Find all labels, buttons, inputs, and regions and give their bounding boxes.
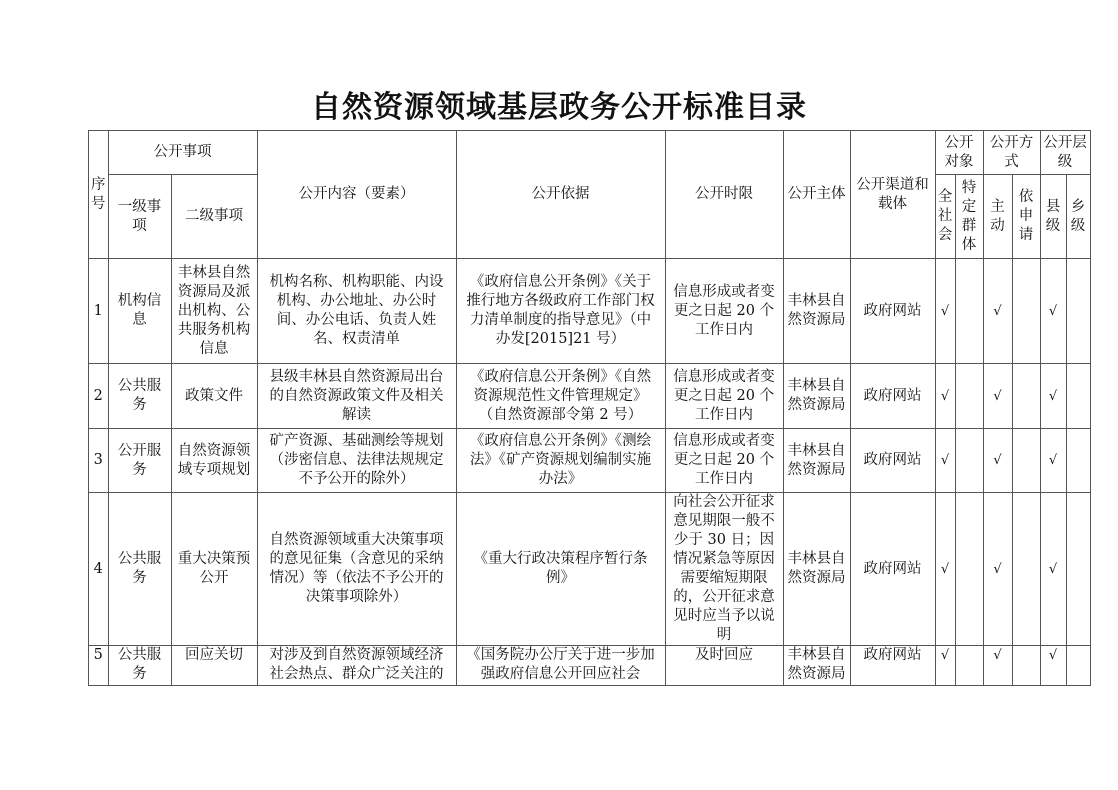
header-level1: 一级事项 bbox=[108, 175, 171, 259]
row-check-town bbox=[1066, 493, 1090, 646]
row-content: 机构名称、机构职能、内设机构、办公地址、办公时间、办公电话、负责人姓名、权责清单 bbox=[257, 259, 456, 364]
row-time: 信息形成或者变更之日起 20 个工作日内 bbox=[665, 429, 783, 493]
table-row bbox=[89, 364, 1091, 429]
row-content: 对涉及到自然资源领域经济社会热点、群众广泛关注的 bbox=[257, 646, 456, 686]
row-check-active: √ bbox=[983, 493, 1012, 646]
header-target: 公开对象 bbox=[935, 131, 983, 175]
row-time: 向社会公开征求意见期限一般不少于 30 日；因情况紧急等原因需要缩短期限的，公开征求意见时应当予以说明 bbox=[665, 493, 783, 646]
row-seq: 2 bbox=[89, 364, 109, 429]
row-channel: 政府网站 bbox=[850, 259, 935, 364]
row-level1: 公共服务 bbox=[108, 646, 171, 686]
header-level-town: 乡级 bbox=[1066, 175, 1090, 259]
row-check-town bbox=[1066, 429, 1090, 493]
row-check-request bbox=[1012, 646, 1040, 686]
header-method: 公开方式 bbox=[983, 131, 1040, 175]
row-channel: 政府网站 bbox=[850, 429, 935, 493]
row-level1: 公共服务 bbox=[108, 364, 171, 429]
row-check-all: √ bbox=[935, 259, 955, 364]
row-check-request bbox=[1012, 493, 1040, 646]
table-row bbox=[89, 429, 1091, 493]
header-subject: 公开主体 bbox=[783, 131, 850, 259]
row-check-town bbox=[1066, 259, 1090, 364]
catalog-table bbox=[88, 130, 1091, 686]
table-row bbox=[89, 493, 1091, 646]
header-content: 公开内容（要素） bbox=[257, 131, 456, 259]
row-basis: 《政府信息公开条例》《自然资源规范性文件管理规定》（自然资源部令第 2 号） bbox=[456, 364, 665, 429]
row-time: 信息形成或者变更之日起 20 个工作日内 bbox=[665, 364, 783, 429]
row-check-specific bbox=[955, 646, 983, 686]
row-level2: 自然资源领域专项规划 bbox=[171, 429, 257, 493]
row-time: 及时回应 bbox=[665, 646, 783, 686]
row-check-request bbox=[1012, 259, 1040, 364]
row-subject: 丰林县自然资源局 bbox=[783, 259, 850, 364]
row-check-active: √ bbox=[983, 259, 1012, 364]
row-check-request bbox=[1012, 364, 1040, 429]
row-content: 矿产资源、基础测绘等规划（涉密信息、法律法规规定不予公开的除外） bbox=[257, 429, 456, 493]
row-basis: 《政府信息公开条例》《测绘法》《矿产资源规划编制实施办法》 bbox=[456, 429, 665, 493]
row-level2: 丰林县自然资源局及派出机构、公共服务机构信息 bbox=[171, 259, 257, 364]
header-basis: 公开依据 bbox=[456, 131, 665, 259]
row-check-specific bbox=[955, 429, 983, 493]
row-level2: 回应关切 bbox=[171, 646, 257, 686]
header-time: 公开时限 bbox=[665, 131, 783, 259]
row-seq: 1 bbox=[89, 259, 109, 364]
row-subject: 丰林县自然资源局 bbox=[783, 493, 850, 646]
row-seq: 3 bbox=[89, 429, 109, 493]
header-method-request: 依申请 bbox=[1012, 175, 1040, 259]
header-method-active: 主动 bbox=[983, 175, 1012, 259]
header-seq: 序号 bbox=[89, 131, 109, 259]
row-level1: 公开服务 bbox=[108, 429, 171, 493]
header-target-all: 全社会 bbox=[935, 175, 955, 259]
row-level2: 政策文件 bbox=[171, 364, 257, 429]
row-level1: 机构信息 bbox=[108, 259, 171, 364]
row-check-all: √ bbox=[935, 364, 955, 429]
row-content: 县级丰林县自然资源局出台的自然资源政策文件及相关解读 bbox=[257, 364, 456, 429]
row-basis: 《国务院办公厅关于进一步加强政府信息公开回应社会 bbox=[456, 646, 665, 686]
header-level-county: 县级 bbox=[1040, 175, 1066, 259]
row-check-town bbox=[1066, 364, 1090, 429]
row-subject: 丰林县自然资源局 bbox=[783, 429, 850, 493]
header-items: 公开事项 bbox=[108, 131, 257, 175]
row-check-specific bbox=[955, 493, 983, 646]
row-check-all: √ bbox=[935, 429, 955, 493]
row-check-active: √ bbox=[983, 364, 1012, 429]
row-check-town bbox=[1066, 646, 1090, 686]
row-check-all: √ bbox=[935, 493, 955, 646]
header-target-specific: 特定群体 bbox=[955, 175, 983, 259]
row-basis: 《政府信息公开条例》《关于推行地方各级政府工作部门权力清单制度的指导意见》（中办发[2015]21 号） bbox=[456, 259, 665, 364]
row-check-county: √ bbox=[1040, 493, 1066, 646]
row-channel: 政府网站 bbox=[850, 364, 935, 429]
header-level: 公开层级 bbox=[1040, 131, 1090, 175]
row-basis: 《重大行政决策程序暂行条例》 bbox=[456, 493, 665, 646]
row-check-county: √ bbox=[1040, 429, 1066, 493]
row-check-active: √ bbox=[983, 646, 1012, 686]
row-seq: 5 bbox=[89, 646, 109, 686]
row-check-all: √ bbox=[935, 646, 955, 686]
row-seq: 4 bbox=[89, 493, 109, 646]
row-content: 自然资源领域重大决策事项的意见征集（含意见的采纳情况）等（依法不予公开的决策事项除外） bbox=[257, 493, 456, 646]
row-check-county: √ bbox=[1040, 646, 1066, 686]
row-time: 信息形成或者变更之日起 20 个工作日内 bbox=[665, 259, 783, 364]
row-subject: 丰林县自然资源局 bbox=[783, 364, 850, 429]
header-channel: 公开渠道和载体 bbox=[850, 131, 935, 259]
page-title: 自然资源领域基层政务公开标准目录 bbox=[311, 90, 807, 125]
row-channel: 政府网站 bbox=[850, 493, 935, 646]
row-check-active: √ bbox=[983, 429, 1012, 493]
table-row bbox=[89, 259, 1091, 364]
row-check-county: √ bbox=[1040, 364, 1066, 429]
header-level2: 二级事项 bbox=[171, 175, 257, 259]
row-level1: 公共服务 bbox=[108, 493, 171, 646]
row-check-county: √ bbox=[1040, 259, 1066, 364]
row-check-specific bbox=[955, 259, 983, 364]
row-level2: 重大决策预公开 bbox=[171, 493, 257, 646]
table-row bbox=[89, 646, 1091, 686]
row-subject: 丰林县自然资源局 bbox=[783, 646, 850, 686]
row-check-request bbox=[1012, 429, 1040, 493]
row-check-specific bbox=[955, 364, 983, 429]
row-channel: 政府网站 bbox=[850, 646, 935, 686]
